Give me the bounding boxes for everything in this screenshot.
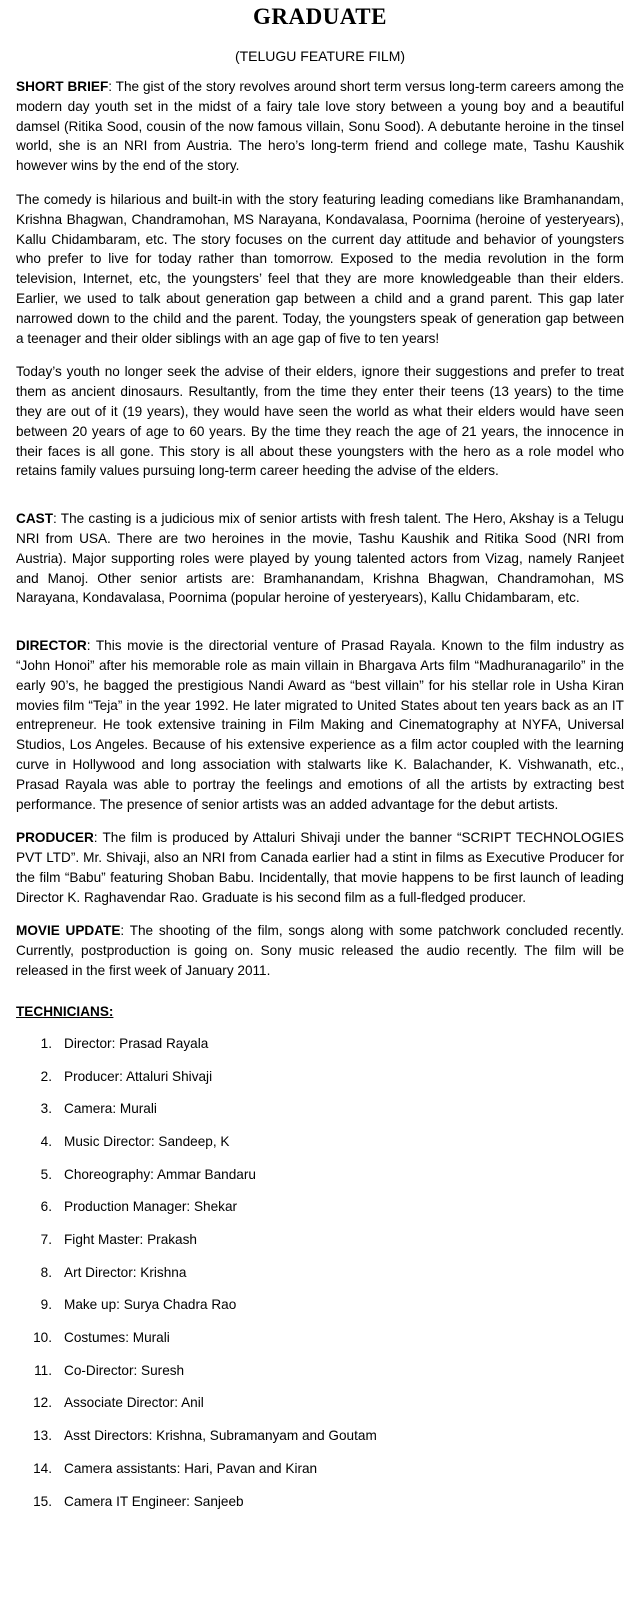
list-item-number: 1. (40, 1035, 52, 1051)
short-brief-text: : The gist of the story revolves around short term versus long-term careers among the modern day youth set in the midst of a fairy tale love story between a young boy and a beautiful damsel (Ritika Sood, cousin of the now famous villain, Sonu Sood). A debutante heroine in the tinsel world, she is an NRI from Austria. The hero’s long-term friend and college mate, Tashu Kaushik however wins by the end of the story. (16, 79, 624, 174)
producer-label: PRODUCER (16, 830, 94, 846)
comedy-paragraph: The comedy is hilarious and built-in with the story featuring leading comedians like Bramhanandam, Krishna Bhagwan, Chandramohan, MS Narayana, Kondavalasa, Poornima (heroine of yesteryears), Kallu Chidambaram, etc. The story focuses on the current day attitude and behavior of youngsters who prefer to live for today rather than tomorrow. Exposed to the media revolution in the form television, Internet, etc, the youngsters’ feel that they are more knowledgeable than their elders. Earlier, we used to talk about generation gap between a child and a grand parent. This gap later narrowed down to the child and the parent. Today, the youngsters speak of generation gap between a teenager and their older siblings with an age gap of five to ten years! (16, 191, 624, 346)
short-brief-paragraph (16, 77, 624, 176)
document-subtitle: (TELUGU FEATURE FILM) (234, 48, 406, 64)
list-item-number: 15. (33, 1493, 52, 1509)
list-item-number: 3. (40, 1101, 52, 1117)
list-item-text: Make up: Surya Chadra Rao (64, 1297, 237, 1313)
list-item-number: 12. (33, 1395, 52, 1411)
list-item (16, 1427, 624, 1445)
list-item-text: Associate Director: Anil (64, 1395, 204, 1411)
list-item-text: Fight Master: Prakash (64, 1232, 197, 1247)
list-item-number: 4. (40, 1133, 52, 1149)
document-page (0, 4, 640, 1511)
director-paragraph (16, 636, 624, 814)
list-item-number: 6. (40, 1199, 52, 1215)
list-item-text: Camera IT Engineer: Sanjeeb (64, 1493, 244, 1509)
document-title: GRADUATE (253, 4, 387, 29)
list-item-text: Costumes: Murali (64, 1330, 170, 1346)
list-item (16, 1198, 624, 1216)
list-item-text: Director: Prasad Rayala (64, 1035, 209, 1051)
technicians-heading: TECHNICIANS: (16, 1003, 114, 1019)
list-item-text: Asst Directors: Krishna, Subramanyam and Goutam (64, 1428, 377, 1444)
list-item (16, 1460, 624, 1478)
list-item (16, 1362, 624, 1380)
list-item-number: 13. (33, 1428, 52, 1444)
list-item (16, 1394, 624, 1412)
list-item-text: Camera: Murali (64, 1101, 157, 1117)
cast-text: : The casting is a judicious mix of senior artists with fresh talent. The Hero, Akshay is a Telugu NRI from USA. There are two heroines in the movie, Tashu Kaushik and Ritika Sood (NRI from Austria). Major supporting roles were played by young talented actors from Vizag, namely Ranjeet and Manoj. Other senior artists are: Bramhanandam, Krishna Bhagwan, Chandramohan, MS Narayana, Kondavalasa, Poornima (popular heroine of yesteryears), Kallu Chidambaram, etc. (16, 511, 624, 606)
list-item (16, 1133, 624, 1151)
list-item (16, 1296, 624, 1314)
list-item-text: Co-Director: Suresh (64, 1362, 185, 1378)
list-item (16, 1264, 624, 1282)
movie-update-text: : The shooting of the film, songs along with some patchwork concluded recently. Currently, postproduction is going on. Sony music released the audio recently. The film will be released in the first week of January 2011. (16, 923, 624, 979)
movie-update-label: MOVIE UPDATE (16, 923, 121, 939)
list-item (16, 1493, 624, 1511)
movie-update-paragraph (16, 921, 624, 980)
technicians-list (16, 1035, 624, 1511)
cast-paragraph (16, 509, 624, 608)
list-item (16, 1231, 624, 1249)
director-text: : This movie is the directorial venture of Prasad Rayala. Known to the film industry as “John Honoi” after his memorable role as main villain in Bhargava Arts film “Madhuranagarilo” in the early 90’s, he bagged the prestigious Nandi Award as “best villain” for his stellar role in Usha Kiran movies film “Teja” in the year 1992. He later migrated to United States about ten years back as an IT entrepreneur. He took extensive training in Film Making and Cinematography at NYFA, Universal Studios, Los Angeles. Because of his extensive experience as a film actor coupled with the learning curve in Hollywood and long association with stalwarts like K. Balachander, K. Vishwanath, etc., Prasad Rayala was able to portray the feelings and emotions of all the artists by extracting best performance. The presence of senior artists was an added advantage for the debut artists. (16, 638, 624, 812)
list-item (16, 1068, 624, 1086)
director-label: DIRECTOR (16, 638, 87, 654)
list-item-number: 9. (40, 1297, 52, 1313)
list-item (16, 1166, 624, 1184)
list-item-text: Producer: Attaluri Shivaji (64, 1068, 213, 1084)
cast-label: CAST (16, 511, 54, 527)
list-item-number: 2. (40, 1068, 52, 1084)
short-brief-label: SHORT BRIEF (16, 79, 109, 94)
list-item-text: Music Director: Sandeep, K (64, 1133, 230, 1149)
list-item (16, 1035, 624, 1053)
producer-paragraph (16, 828, 624, 907)
list-item-number: 14. (33, 1460, 52, 1476)
list-item-number: 8. (40, 1264, 52, 1280)
list-item-text: Choreography: Ammar Bandaru (64, 1166, 256, 1182)
list-item-number: 7. (40, 1232, 52, 1247)
list-item-number: 11. (34, 1362, 52, 1378)
list-item-number: 5. (40, 1166, 52, 1182)
list-item-number: 10. (33, 1330, 52, 1346)
list-item-text: Camera assistants: Hari, Pavan and Kiran (64, 1460, 318, 1476)
list-item-text: Art Director: Krishna (64, 1264, 187, 1280)
producer-text: : The film is produced by Attaluri Shivaji under the banner “SCRIPT TECHNOLOGIES PVT LTD”. Mr. Shivaji, also an NRI from Canada earlier had a stint in films as Executive Producer for the film “Babu” featuring Shoban Babu. Incidentally, that movie happens to be first launch of leading Director K. Raghavendar Rao. Graduate is his second film as a full-fledged producer. (16, 830, 624, 905)
list-item (16, 1100, 624, 1118)
list-item (16, 1329, 624, 1347)
youth-paragraph: Today’s youth no longer seek the advise of their elders, ignore their suggestions and prefer to treat them as ancient dinosaurs. Resultantly, from the time they enter their teens (13 years) to the time they are out of it (19 years), they would have seen the world as what their elders would have seen between 20 years of age to 60 years. By the time they reach the age of 21 years, the innocence in their faces is all gone. This story is all about these youngsters with the hero as a role model who retains family values pursuing long-term career heeding the advise of the elders. (16, 364, 624, 479)
list-item-text: Production Manager: Shekar (64, 1199, 238, 1215)
